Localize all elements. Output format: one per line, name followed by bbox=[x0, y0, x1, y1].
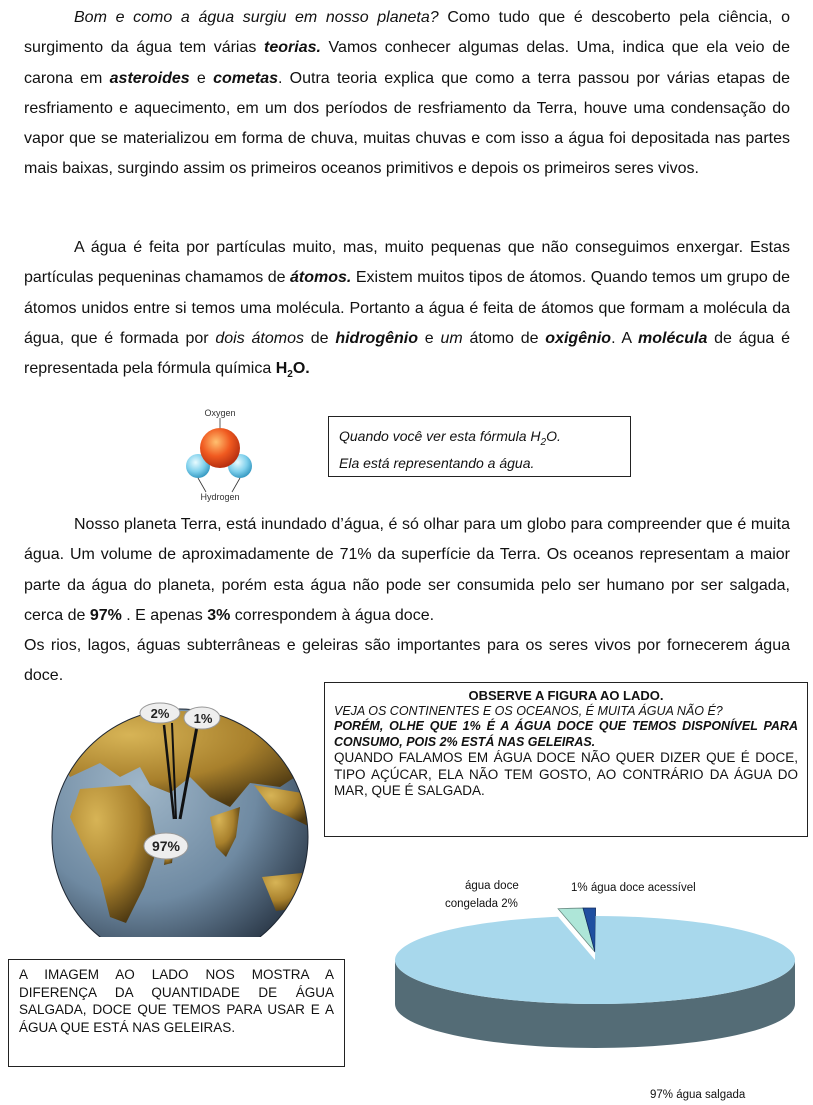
observe-title: OBSERVE A FIGURA AO LADO. bbox=[468, 688, 664, 703]
observe-line3: QUANDO FALAMOS EM ÁGUA DOCE NÃO QUER DIZER QUE É DOCE, TIPO AÇÚCAR, ELA NÃO TEM GOSTO, AO CONTRÁRIO DA ÁGUA DO MAR, QUE É SALGADA. bbox=[334, 750, 798, 798]
observe-line2: PORÉM, OLHE QUE 1% É A ÁGUA DOCE QUE TEMOS DISPONÍVEL PARA CONSUMO, POIS 2% ESTÁ NAS GELEIRAS. bbox=[334, 719, 798, 749]
observe-line1: VEJA OS CONTINENTES E OS OCEANOS, É MUITA ÁGUA NÃO É? bbox=[334, 703, 723, 718]
oxygen-label: Oxygen bbox=[204, 408, 236, 418]
globe-2-percent-label: 2% bbox=[150, 706, 170, 721]
paragraph-water-atoms: A água é feita por partículas muito, mas, muito pequenas que não conseguimos enxergar. Estas partículas pequeninas chamamos de átomos. Existem muitos tipos de átomos. Quando temos um grupo de átomos unidos entre si temos uma molécula. Portanto a água é feita de átomos que formam a molécula da água, que é formada por dois átomos de hidrogênio e um átomo de oxigênio. A molécula de água é representada pela fórmula química $H_2O$. bbox=[24, 239, 791, 381]
label-acessivel: 1% água doce acessível bbox=[571, 882, 696, 894]
earth-globe-illustration bbox=[40, 697, 320, 937]
formula-callout-line1: Quando você ver esta fórmula $H_2O$. bbox=[339, 428, 561, 448]
formula-callout-line2: Ela está representando a água. bbox=[339, 454, 535, 471]
paragraph-planet-water: Nosso planeta Terra, está inundado d’água, é só olhar para um globo para compreender que é muita água. Um volume de aproximadamente de 71% da superfície da Terra. Os oceanos representam a maior parte da água do planeta, porém esta água não pode ser consumida pelo ser humano por ser salgada, cerca de 97% . E apenas 3% correspondem à água doce. bbox=[24, 516, 790, 624]
image-description-box bbox=[8, 959, 345, 1067]
image-description-text: A IMAGEM AO LADO NOS MOSTRA A DIFERENÇA DA QUANTIDADE DE ÁGUA SALGADA, DOCE QUE TEMOS PARA USAR E A ÁGUA QUE ESTÁ NAS GELEIRAS. bbox=[19, 967, 334, 1035]
observe-figure-box bbox=[324, 682, 808, 837]
formula-callout-box bbox=[328, 416, 631, 477]
formula-h2o: $H_2O$. bbox=[275, 360, 310, 381]
label-salgada: 97% água salgada bbox=[650, 1089, 746, 1101]
oxygen-atom bbox=[200, 428, 240, 468]
globe-97-percent-label: 97% bbox=[151, 838, 181, 854]
globe-1-percent-label: 1% bbox=[193, 711, 213, 726]
hydrogen-label: Hydrogen bbox=[200, 492, 240, 502]
question-text: Bom e como a água surgiu em nosso planeta? bbox=[74, 9, 439, 26]
water-molecule-illustration bbox=[180, 404, 260, 504]
water-distribution-pie-chart bbox=[385, 872, 805, 1104]
paragraph-origin-of-water: Bom e como a água surgiu em nosso planeta? Como tudo que é descoberto pela ciência, o surgimento da água tem várias teorias. Vamos conhecer algumas delas. Uma, indica que ela veio de carona em asteroides e cometas. Outra teoria explica que como a terra passou por várias etapas de resfriamento e aquecimento, em um dos períodos de resfriamento da Terra, houve uma condensação do vapor que se materializou em forma de chuva, muitas chuvas e com isso a água foi depositada nas partes mais baixas, surgindo assim os primeiros oceanos primitivos e depois os primeiros seres vivos. bbox=[24, 9, 791, 178]
label-congelada-line2: congelada 2% bbox=[445, 898, 518, 910]
paragraph-fresh-water-sources: Os rios, lagos, águas subterrâneas e geleiras são importantes para os seres vivos por fornecerem água doce. bbox=[24, 637, 790, 685]
label-congelada-line1: água doce bbox=[465, 880, 519, 892]
